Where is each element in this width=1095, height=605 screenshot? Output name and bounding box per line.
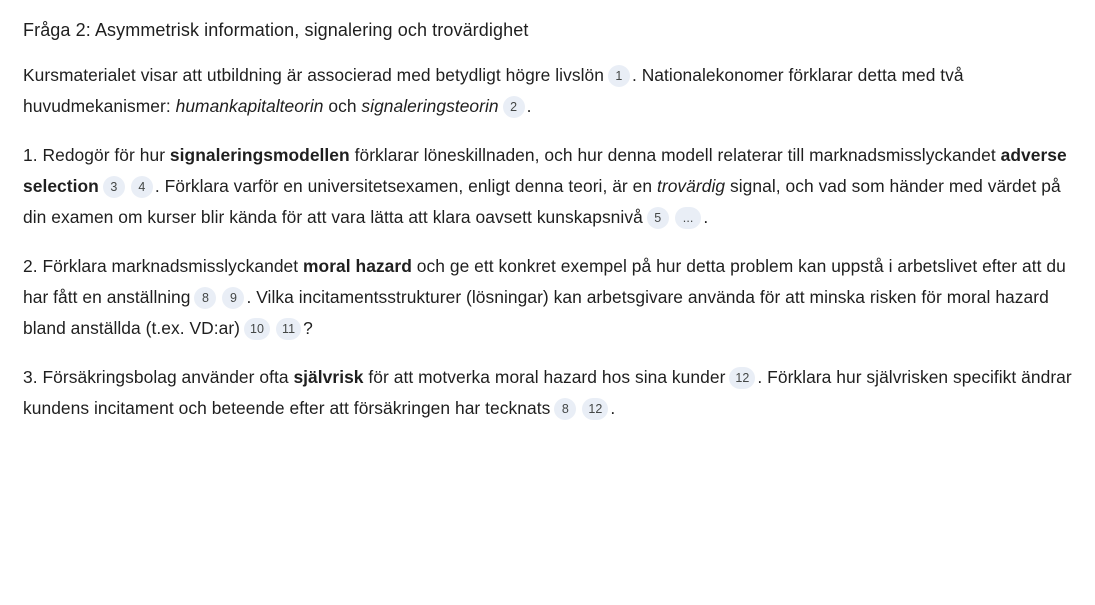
q2-text: och ge ett konkret exempel på hur detta problem kan uppstå i arbetslivet efter att du har fått en anställning	[23, 256, 1066, 307]
citation-chip[interactable]: 11	[276, 318, 301, 340]
citation-chip[interactable]: 12	[729, 367, 755, 389]
q2-text: . Vilka incitamentsstrukturer (lösningar) kan arbetsgivare använda för att minska risken för moral hazard bland anställda (t.ex. VD:ar)	[23, 287, 1049, 338]
citation-more-chip[interactable]: ...	[675, 207, 702, 229]
q1-text: 1. Redogör för hur	[23, 145, 170, 165]
q1-text: signal, och vad som händer med värdet på din examen om kurser blir kända för att vara lätta att klara oavsett kunskapsnivå	[23, 176, 1061, 227]
term-adverse-selection: adverse selection	[23, 145, 1067, 196]
intro-text: . Nationalekonomer förklarar detta med två huvudmekanismer:	[23, 65, 964, 116]
citation-chip[interactable]: 12	[582, 398, 608, 420]
q3-text: .	[610, 398, 616, 418]
term-trovardig: trovärdig	[656, 176, 726, 196]
question-1-paragraph	[23, 140, 1073, 233]
q2-text: 2. Förklara marknadsmisslyckandet	[23, 256, 304, 276]
intro-paragraph	[23, 60, 1073, 122]
intro-text: Kursmaterialet visar att utbildning är associerad med betydligt högre livslön	[23, 65, 604, 85]
q3-text: . Förklara hur självrisken specifikt ändrar kundens incitament och beteende efter att försäkringen har tecknats	[23, 367, 1072, 418]
citation-chip[interactable]: 8	[554, 398, 576, 420]
citation-chip[interactable]: 1	[608, 65, 630, 87]
term-signaleringsmodellen: signaleringsmodellen	[169, 145, 350, 165]
citation-chip[interactable]: 5	[647, 207, 669, 229]
q3-text: för att motverka moral hazard hos sina kunder	[363, 367, 726, 387]
citation-chip[interactable]: 3	[103, 176, 125, 198]
q1-text: förklarar löneskillnaden, och hur denna modell relaterar till marknadsmisslyckandet	[349, 145, 1001, 165]
question-2-paragraph	[23, 251, 1073, 344]
intro-text: och	[323, 96, 362, 116]
term-signaleringsteorin: signaleringsteorin	[361, 96, 499, 116]
q1-text: .	[703, 207, 709, 227]
q2-text: ?	[303, 318, 313, 338]
citation-chip[interactable]: 9	[222, 287, 244, 309]
citation-chip[interactable]: 8	[194, 287, 216, 309]
citation-chip[interactable]: 10	[244, 318, 270, 340]
citation-chip[interactable]: 4	[131, 176, 153, 198]
citation-chip[interactable]: 2	[503, 96, 525, 118]
document-body	[23, 14, 1073, 424]
question-heading: Fråga 2: Asymmetrisk information, signalering och trovärdighet	[23, 20, 529, 40]
term-sjalvrisk: självrisk	[293, 367, 364, 387]
intro-text: .	[526, 96, 532, 116]
question-3-paragraph	[23, 362, 1073, 424]
q1-text: . Förklara varför en universitetsexamen, enligt denna teori, är en	[154, 176, 657, 196]
q3-text: 3. Försäkringsbolag använder ofta	[23, 367, 294, 387]
term-humankapitalteorin: humankapitalteorin	[175, 96, 324, 116]
term-moral-hazard: moral hazard	[303, 256, 412, 276]
